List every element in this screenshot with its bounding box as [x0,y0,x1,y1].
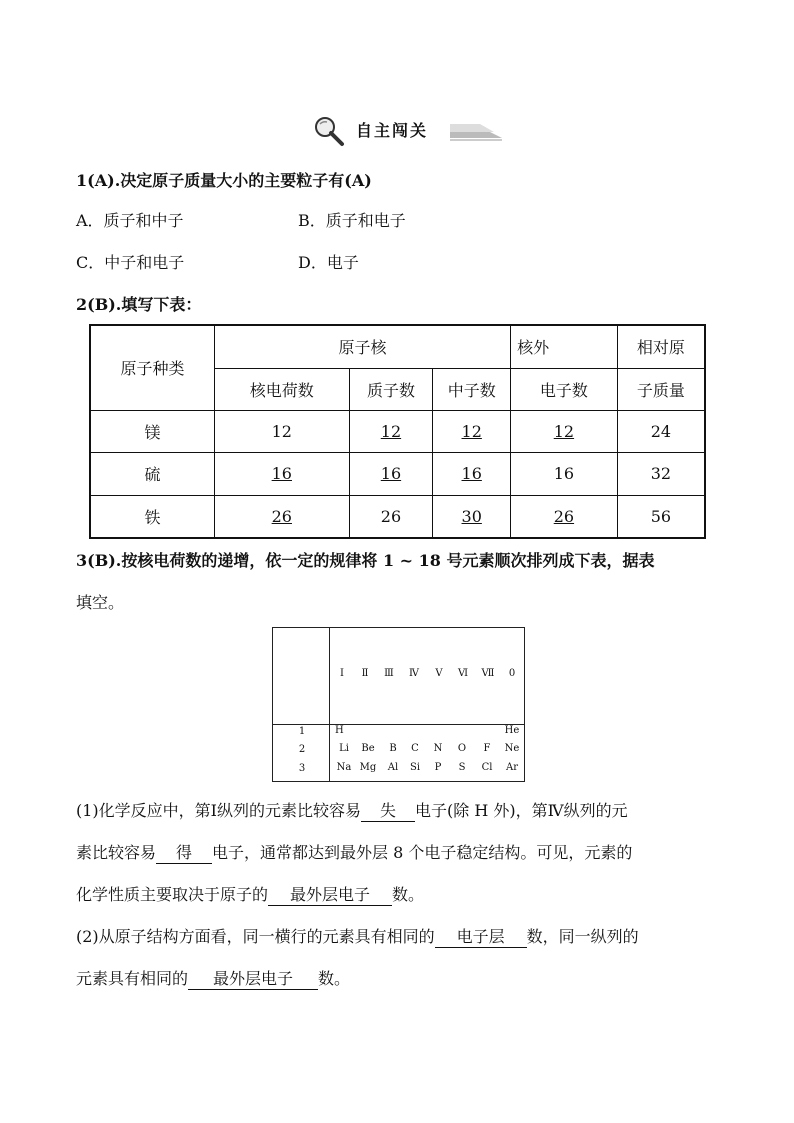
group-label: Ⅴ [435,668,443,679]
element-symbol: Ar [505,762,518,773]
table-row [90,410,705,452]
text: 数。 [392,885,425,904]
group-label: Ⅶ [481,668,495,679]
table-divider [273,724,524,725]
text: 化学性质主要取决于原子的 [76,885,269,904]
cell-charge: 16 [215,452,350,495]
section-title: 自主闯关 [356,121,429,140]
header-charge: 核电荷数 [215,368,350,410]
header-ribbon [450,122,502,142]
text: (1)化学反应中，第Ⅰ纵列的元素比较容易 [76,801,361,820]
q1-option-d: D．电子 [298,253,359,272]
q1-stem: 1(A).决定原子质量大小的主要粒子有(A) [76,171,372,190]
period-label: 2 [298,744,306,755]
header-outer-1: 核外 [511,325,618,368]
q3-part1-line-2 [76,842,632,864]
text: 素比较容易 [76,843,157,862]
element-name: 镁 [90,410,215,452]
element-symbol: S [458,762,466,773]
group-label: Ⅳ [409,668,419,679]
cell-protons: 12 [349,410,433,452]
element-name: 硫 [90,452,215,495]
text: (2)从原子结构方面看，同一横行的元素具有相同的 [76,927,435,946]
cell-electrons: 26 [511,495,618,538]
cell-neutrons: 12 [433,410,511,452]
cell-electrons: 16 [511,452,618,495]
group-label: Ⅱ [361,668,369,679]
element-symbol: C [411,743,419,754]
text: 数，同一纵列的 [526,927,639,946]
group-label: Ⅲ [384,668,394,679]
text: 电子，通常都达到最外层 8 个电子稳定结构。可见，元素的 [212,843,633,862]
cell-mass: 24 [617,410,705,452]
period-label: 1 [298,726,306,737]
cell-mass: 56 [617,495,705,538]
table-row [90,452,705,495]
group-label: Ⅰ [340,668,344,679]
text: 元素具有相同的 [76,969,189,988]
element-symbol: Al [387,762,399,773]
table-row [90,495,705,538]
element-symbol: H [335,725,344,736]
element-symbol: Cl [481,762,493,773]
atom-table [89,324,706,539]
element-symbol: P [434,762,442,773]
cell-neutrons: 16 [433,452,511,495]
text: 数。 [318,969,351,988]
cell-protons: 26 [349,495,433,538]
q1-option-a: A．质子和中子 [76,211,184,230]
element-symbol: B [389,743,397,754]
header-mass-2: 子质量 [617,368,705,410]
element-symbol: He [504,725,520,736]
table-divider [329,628,330,781]
header-outer-2: 电子数 [511,368,618,410]
header-protons: 质子数 [349,368,433,410]
group-label: Ⅵ [457,668,469,679]
period-label: 3 [298,763,306,774]
element-symbol: N [433,743,443,754]
header-mass-1: 相对原 [617,325,705,368]
element-symbol: Si [409,762,421,773]
element-symbol: Be [361,743,375,754]
q3-part2-line-1 [76,926,639,948]
cell-charge: 12 [215,410,350,452]
answer-blank: 电子层 [435,927,527,948]
answer-blank: 失 [361,801,415,822]
q3-stem-line-2: 填空。 [76,593,125,612]
cell-electrons: 12 [511,410,618,452]
magnifier-icon [312,114,346,148]
cell-mass: 32 [617,452,705,495]
element-symbol: O [457,743,467,754]
element-symbol: Li [339,743,349,754]
answer-blank: 最外层电子 [188,969,318,990]
text: 电子(除 H 外)，第Ⅳ纵列的元 [415,801,628,820]
answer-blank: 得 [156,843,212,864]
header-neutrons: 中子数 [433,368,511,410]
periodic-table [272,627,525,782]
q3-part1-line-3 [76,884,424,906]
element-symbol: Ne [504,743,520,754]
answer-blank: 最外层电子 [268,885,392,906]
element-name: 铁 [90,495,215,538]
q1-option-c: C．中子和电子 [76,253,185,272]
header-nucleus: 原子核 [215,325,511,368]
section-header [312,114,502,148]
q3-stem-line-1: 3(B).按核电荷数的递增，依一定的规律将 1 ~ 18 号元素顺次排列成下表，据表 [76,551,655,570]
q3-part1-line-1 [76,800,628,822]
cell-neutrons: 30 [433,495,511,538]
header-species: 原子种类 [90,325,215,410]
q1-option-b: B．质子和电子 [298,211,406,230]
q3-part2-line-2 [76,968,350,990]
q2-stem: 2(B).填写下表： [76,295,202,314]
element-symbol: Na [336,762,352,773]
cell-charge: 26 [215,495,350,538]
element-symbol: Mg [359,762,377,773]
group-label: 0 [508,668,516,679]
element-symbol: F [483,743,491,754]
cell-protons: 16 [349,452,433,495]
